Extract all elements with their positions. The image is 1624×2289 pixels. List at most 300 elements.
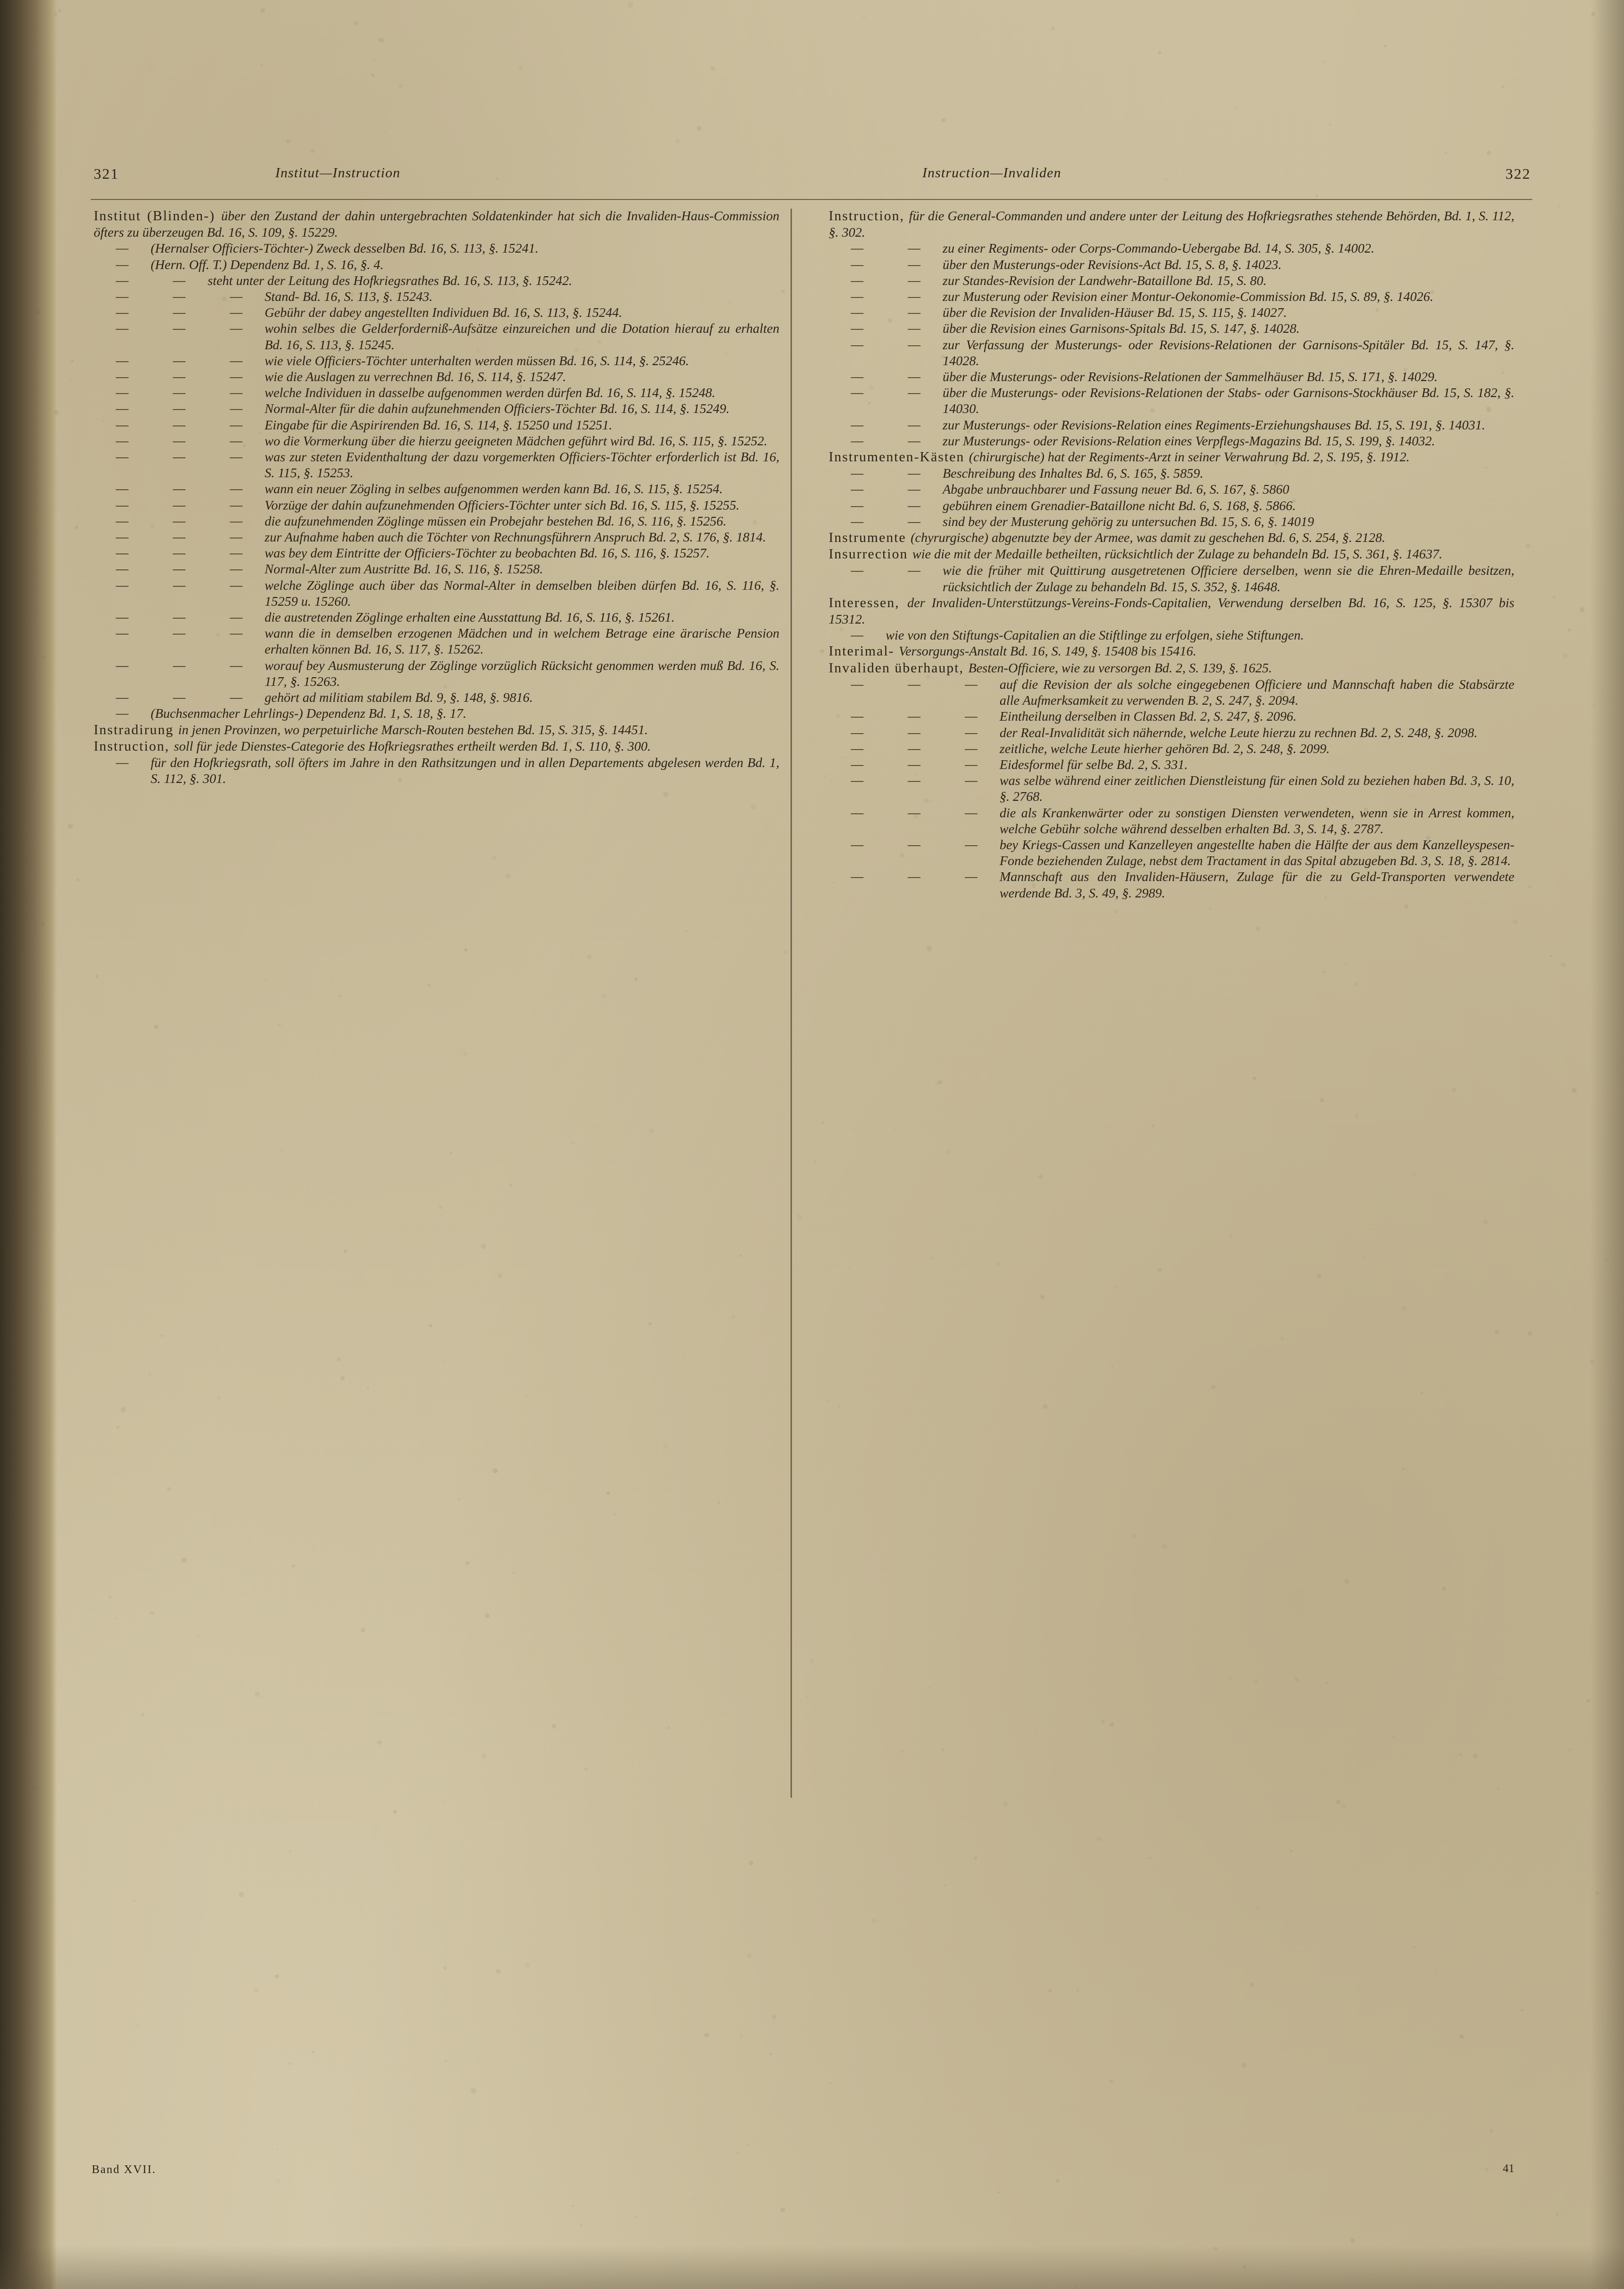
paper-speckle <box>1486 407 1491 412</box>
index-entry <box>94 722 779 738</box>
entry-text <box>265 657 779 689</box>
paper-speckle <box>1132 1534 1137 1539</box>
entry-leader-dashes: — — — <box>116 401 242 416</box>
paper-speckle <box>668 1727 670 1729</box>
entry-leader-dashes: — — — <box>116 385 242 400</box>
index-entry <box>829 288 1514 304</box>
index-entry <box>829 708 1514 724</box>
paper-speckle <box>60 173 62 175</box>
index-entry <box>829 240 1514 256</box>
index-entry <box>829 417 1514 433</box>
paper-speckle <box>855 812 857 815</box>
entry-detail: welche Zöglinge auch über das Normal-Alter in demselben bleiben dürfen Bd. 16, S. 116, §. 15259 u. 15260. <box>265 577 779 609</box>
paper-speckle <box>1410 796 1412 797</box>
paper-speckle <box>1204 532 1207 536</box>
index-entry <box>829 481 1514 497</box>
entry-headword: Instrumente <box>829 530 911 546</box>
paper-speckle <box>182 1558 187 1563</box>
entry-detail: in jenen Provinzen, wo perpetuirliche Marsch-Routen bestehen Bd. 15, S. 315, §. 14451. <box>178 722 648 737</box>
paper-speckle <box>729 2204 731 2206</box>
entry-leader-dashes: — — <box>851 385 920 400</box>
index-entry <box>829 725 1514 740</box>
entry-detail: wohin selbes die Gelderforderniß-Aufsätze einzureichen und die Dotation hierauf zu erhalten Bd. 16, S. 113, §. 15245. <box>265 321 779 352</box>
paper-speckle <box>649 1128 654 1134</box>
entry-leader-dashes: — — — <box>116 417 242 432</box>
index-entry <box>94 272 779 288</box>
page-edge-shadow-bottom <box>0 2246 1624 2289</box>
paper-speckle <box>988 1259 989 1260</box>
paper-speckle <box>310 149 314 153</box>
paper-speckle <box>1158 51 1161 55</box>
index-entry <box>829 595 1514 627</box>
paper-speckle <box>477 349 480 352</box>
paper-speckle <box>484 1843 485 1844</box>
paper-speckle <box>492 856 496 860</box>
paper-speckle <box>1590 1360 1594 1364</box>
paper-speckle <box>680 399 682 402</box>
entry-detail: zur Standes-Revision der Landwehr-Bataillone Bd. 15, S. 80. <box>943 272 1267 288</box>
paper-speckle <box>161 1335 163 1337</box>
paper-speckle <box>1213 2246 1217 2251</box>
paper-speckle <box>914 814 918 819</box>
paper-speckle <box>1604 1258 1609 1263</box>
paper-speckle <box>270 659 273 663</box>
entry-detail: steht unter der Leitung des Hofkriegsrathes Bd. 16, S. 113, §. 15242. <box>208 272 572 288</box>
paper-speckle <box>1557 204 1561 208</box>
paper-speckle <box>337 1357 341 1361</box>
entry-text <box>943 320 1514 336</box>
entry-text <box>1000 868 1514 900</box>
entry-detail: Stand- Bd. 16, S. 113, §. 15243. <box>265 289 433 304</box>
entry-text <box>1000 725 1514 740</box>
paper-speckle <box>1473 1753 1478 1758</box>
paper-speckle <box>685 930 687 932</box>
entry-detail: (Buchsenmacher Lehrlings-) Dependenz Bd. 1, S. 18, §. 17. <box>151 706 466 721</box>
entry-leader-dashes: — — — <box>116 513 242 528</box>
entry-detail: wie von den Stiftungs-Capitalien an die Stiftlinge zu erfolgen, siehe Stiftungen. <box>886 627 1304 643</box>
paper-speckle <box>1062 695 1066 698</box>
paper-speckle <box>683 1356 685 1357</box>
paper-speckle <box>888 318 892 323</box>
folio-left: 321 <box>94 165 119 182</box>
paper-speckle <box>1242 2063 1246 2067</box>
paper-speckle <box>1485 2168 1488 2171</box>
entry-detail: Mannschaft aus den Invaliden-Häusern, Zulage für die zu Geld-Transporten verwendete werdende Bd. 3, S. 49, §. 2989. <box>1000 869 1514 900</box>
entry-text <box>265 400 779 416</box>
paper-speckle <box>1579 927 1580 928</box>
entry-detail: wie die früher mit Quittirung ausgetretenen Officiere derselben, wenn sie die Ehren-Medaille besitzen, rücksichtlich der Zulage zu behandeln Bd. 15, S. 352, §. 14648. <box>943 563 1514 594</box>
paper-speckle <box>772 2015 776 2019</box>
index-entry <box>94 256 779 272</box>
paper-speckle <box>740 1255 742 1257</box>
paper-speckle <box>1324 896 1327 899</box>
paper-speckle <box>216 634 219 637</box>
paper-speckle <box>1360 477 1361 478</box>
entry-text <box>265 577 779 609</box>
entry-detail: sind bey der Musterung gehörig zu untersuchen Bd. 15, S. 6, §. 14019 <box>943 513 1314 529</box>
paper-speckle <box>1056 2179 1059 2183</box>
paper-speckle <box>380 569 381 570</box>
index-entry <box>94 529 779 545</box>
paper-speckle <box>955 605 960 611</box>
entry-text <box>943 240 1514 256</box>
paper-speckle <box>373 58 375 60</box>
entry-leader-dashes: — <box>116 706 128 721</box>
header-rule <box>91 199 1532 200</box>
index-entry <box>94 304 779 320</box>
paper-speckle <box>398 778 402 782</box>
entry-detail: über die Revision eines Garnisons-Spitals Bd. 15, S. 147, §. 14028. <box>943 321 1300 336</box>
paper-speckle <box>1430 290 1434 294</box>
entry-text <box>1000 676 1514 708</box>
index-entry <box>829 498 1514 513</box>
index-entry <box>829 546 1514 562</box>
entry-leader-dashes: — — — <box>116 433 242 448</box>
paper-speckle <box>1296 762 1297 763</box>
entry-leader-dashes: — — — <box>116 353 242 368</box>
paper-speckle <box>362 147 364 149</box>
index-entry <box>829 337 1514 369</box>
paper-speckle <box>930 1256 933 1259</box>
entry-detail: gebühren einem Grenadier-Bataillone nicht Bd. 6, S. 168, §. 5866. <box>943 498 1296 513</box>
entry-text <box>943 513 1514 529</box>
paper-speckle <box>443 12 444 13</box>
entry-detail: zeitliche, welche Leute hierher gehören Bd. 2, S. 248, §. 2099. <box>1000 740 1330 756</box>
paper-speckle <box>697 126 702 131</box>
paper-speckle <box>54 410 59 415</box>
entry-leader-dashes: — — — <box>116 546 242 560</box>
paper-speckle <box>1060 740 1062 742</box>
paper-speckle <box>1169 1889 1170 1890</box>
paper-speckle <box>651 108 652 110</box>
paper-speckle <box>108 1595 111 1598</box>
paper-speckle <box>597 340 601 344</box>
paper-speckle <box>579 588 581 591</box>
paper-speckle <box>1034 1729 1036 1731</box>
paper-speckle <box>666 625 672 630</box>
entry-text <box>265 561 779 577</box>
index-entry <box>829 562 1514 594</box>
paper-speckle <box>571 2205 574 2207</box>
entry-detail: die aufzunehmenden Zöglinge müssen ein Probejahr bestehen Bd. 16, S. 116, §. 15256. <box>265 513 727 528</box>
paper-speckle <box>28 1574 30 1576</box>
paper-speckle <box>292 1564 295 1567</box>
index-entry <box>94 609 779 625</box>
paper-speckle <box>736 2152 739 2154</box>
entry-text <box>829 208 1514 240</box>
paper-speckle <box>1051 27 1055 30</box>
entry-leader-dashes: — — — <box>116 658 242 672</box>
index-entry <box>94 689 779 705</box>
entry-leader-dashes: — — — <box>116 482 242 496</box>
paper-speckle <box>1253 1077 1256 1080</box>
paper-speckle <box>1413 387 1417 391</box>
paper-speckle <box>1032 883 1036 887</box>
paper-speckle <box>399 84 403 87</box>
paper-speckle <box>1150 408 1155 412</box>
paper-speckle <box>1003 1801 1008 1806</box>
entry-headword: Instrumenten-Kästen <box>829 449 969 465</box>
index-entry <box>829 449 1514 465</box>
paper-speckle <box>1550 942 1551 943</box>
entry-text <box>265 609 779 625</box>
entry-detail: für die General-Commanden und andere unter der Leitung des Hofkriegsrathes stehende Behörden, Bd. 1, S. 112, §. 302. <box>829 208 1514 240</box>
index-entry <box>829 369 1514 384</box>
paper-speckle <box>260 63 263 67</box>
paper-speckle <box>1344 963 1347 966</box>
entry-text <box>1000 837 1514 868</box>
paper-speckle <box>1326 1681 1329 1685</box>
paper-speckle <box>1254 736 1256 738</box>
index-entry <box>94 577 779 609</box>
entry-leader-dashes: — — — <box>116 578 242 592</box>
paper-speckle <box>900 853 904 857</box>
paper-speckle <box>286 139 290 143</box>
paper-speckle <box>68 824 73 829</box>
entry-text <box>829 546 1514 562</box>
paper-speckle <box>1426 836 1430 840</box>
paper-speckle <box>914 774 917 776</box>
index-entry <box>829 772 1514 804</box>
entry-text <box>151 705 779 721</box>
paper-speckle <box>1344 1579 1349 1584</box>
entry-detail: wie die Auslagen zu verrechnen Bd. 16, S. 114, §. 15247. <box>265 369 566 384</box>
index-entry <box>94 561 779 577</box>
entry-detail: Normal-Alter für die dahin aufzunehmenden Officiers-Töchter Bd. 16, S. 114, §. 15249. <box>265 401 730 416</box>
entry-text <box>265 497 779 513</box>
paper-speckle <box>1411 1172 1416 1177</box>
entry-detail: (Hern. Off. T.) Dependenz Bd. 1, S. 16, §. 4. <box>151 256 384 272</box>
paper-speckle <box>1274 461 1279 466</box>
paper-speckle <box>339 995 341 997</box>
entry-headword: Interimal- <box>829 643 899 659</box>
paper-speckle <box>71 360 73 362</box>
paper-speckle <box>718 1501 720 1504</box>
running-head-right: Instruction—Invaliden <box>922 165 1061 181</box>
entry-text <box>94 722 779 738</box>
volume-signature: Band XVII. <box>92 2163 156 2176</box>
paper-speckle <box>151 524 155 527</box>
paper-speckle <box>280 1148 284 1152</box>
index-entry <box>829 433 1514 449</box>
entry-leader-dashes: — — <box>851 273 920 287</box>
index-entry <box>94 433 779 449</box>
entry-text <box>265 304 779 320</box>
paper-speckle <box>1162 1544 1167 1549</box>
paper-speckle <box>132 1900 136 1903</box>
paper-speckle <box>1521 2009 1524 2012</box>
entry-headword: Instradirung <box>94 722 178 738</box>
entry-detail: Beschreibung des Inhaltes Bd. 6, S. 165, §. 5859. <box>943 466 1203 481</box>
entry-text <box>265 369 779 384</box>
paper-speckle <box>13 290 15 293</box>
entry-detail: über die Musterungs- oder Revisions-Relationen der Stabs- oder Garnisons-Stockhäuser Bd. 15, S. 182, §. 14030. <box>943 385 1514 416</box>
entry-detail: Eingabe für die Aspirirenden Bd. 16, S. 114, §. 15250 und 15251. <box>265 417 612 432</box>
entry-leader-dashes: — — — <box>851 757 977 771</box>
paper-speckle <box>602 994 606 998</box>
entry-text <box>943 417 1514 433</box>
paper-speckle <box>278 1024 281 1026</box>
entry-leader-dashes: — — — <box>116 690 242 705</box>
paper-speckle <box>1314 827 1315 828</box>
entry-leader-dashes: — — — <box>851 869 977 884</box>
entry-leader-dashes: — — — <box>116 305 242 320</box>
paper-speckle <box>607 1492 609 1494</box>
paper-speckle <box>735 122 736 123</box>
entry-leader-dashes: — — <box>851 417 920 432</box>
paper-speckle <box>29 616 31 617</box>
index-entry <box>829 837 1514 868</box>
index-entry <box>829 304 1514 320</box>
entry-leader-dashes: — — — <box>116 450 242 464</box>
entry-headword: Instruction, <box>829 208 909 224</box>
entry-text <box>943 369 1514 384</box>
entry-leader-dashes: — — — <box>851 725 977 739</box>
index-entry <box>829 740 1514 756</box>
paper-speckle <box>814 1161 816 1162</box>
paper-speckle <box>967 430 970 434</box>
paper-speckle <box>613 1513 616 1516</box>
entry-leader-dashes: — — — <box>116 562 242 576</box>
paper-speckle <box>519 66 523 70</box>
entry-detail: soll für jede Dienstes-Categorie des Hofkriegsrathes ertheilt werden Bd. 1, S. 110, §. 300. <box>174 738 651 754</box>
index-entry <box>94 400 779 416</box>
paper-speckle <box>1114 909 1118 913</box>
paper-speckle <box>1336 1800 1340 1804</box>
entry-detail: zu einer Regiments- oder Corps-Commando-Uebergabe Bd. 14, S. 305, §. 14002. <box>943 241 1375 256</box>
paper-speckle <box>116 1426 119 1429</box>
entry-leader-dashes: — — — <box>116 530 242 544</box>
running-head-left: Institut—Instruction <box>275 165 401 181</box>
paper-speckle <box>1234 107 1237 110</box>
paper-speckle <box>1172 673 1173 675</box>
paper-speckle <box>1324 61 1326 63</box>
paper-speckle <box>1392 1736 1395 1739</box>
paper-speckle <box>871 1919 876 1923</box>
index-entry <box>94 369 779 384</box>
paper-speckle <box>820 649 824 653</box>
entry-headword: Institut (Blinden-) <box>94 208 222 224</box>
entry-leader-dashes: — — — <box>851 709 977 724</box>
paper-speckle <box>75 526 78 529</box>
entry-text <box>265 433 779 449</box>
paper-speckle <box>277 2149 278 2150</box>
paper-speckle <box>1229 1677 1232 1680</box>
paper-speckle <box>854 1129 856 1131</box>
paper-speckle <box>28 122 32 127</box>
paper-speckle <box>137 2025 139 2027</box>
paper-speckle <box>573 1328 574 1329</box>
paper-speckle <box>1591 12 1595 16</box>
entry-detail: gehört ad militiam stabilem Bd. 9, §. 148, §. 9816. <box>265 690 533 705</box>
paper-speckle <box>980 914 982 916</box>
paper-speckle <box>311 449 315 453</box>
paper-speckle <box>509 1183 513 1187</box>
paper-speckle <box>354 21 358 25</box>
paper-speckle <box>1568 628 1571 632</box>
paper-speckle <box>1149 1857 1151 1859</box>
entry-headword: Instruction, <box>94 738 174 754</box>
entry-text <box>1000 708 1514 724</box>
paper-speckle <box>525 1963 530 1968</box>
entry-detail: über die Musterungs- oder Revisions-Relationen der Sammelhäuser Bd. 15, S. 171, §. 14029. <box>943 369 1438 384</box>
entry-leader-dashes: — — <box>851 514 920 528</box>
entry-detail: die austretenden Zöglinge erhalten eine Ausstattung Bd. 16, S. 116, §. 15261. <box>265 610 675 625</box>
entry-detail: Versorgungs-Anstalt Bd. 16, S. 149, §. 15408 bis 15416. <box>899 643 1197 659</box>
paper-speckle <box>813 99 814 100</box>
entry-text <box>94 208 779 240</box>
paper-speckle <box>997 2191 1000 2194</box>
paper-speckle <box>1182 951 1183 952</box>
entry-leader-dashes: — — — <box>851 837 977 852</box>
paper-speckle <box>1158 1268 1161 1272</box>
paper-speckle <box>188 714 191 718</box>
paper-speckle <box>174 765 179 769</box>
paper-speckle <box>1165 177 1168 181</box>
index-entry <box>94 754 779 786</box>
entry-detail: worauf bey Ausmusterung der Zöglinge vorzüglich Rücksicht genommen werden muß Bd. 16, S. 117, §. 15263. <box>265 657 779 689</box>
paper-speckle <box>464 948 467 952</box>
paper-speckle <box>1048 1990 1051 1992</box>
entry-detail: wie die mit der Medaille betheilten, rücksichtlich der Zulage zu behandeln Bd. 15, S. 361, §. 14637. <box>912 546 1442 562</box>
index-column-left <box>94 208 779 786</box>
paper-speckle <box>457 1498 460 1501</box>
paper-speckle <box>1279 690 1285 696</box>
entry-detail: über die Revision der Invaliden-Häuser Bd. 15, S. 115, §. 14027. <box>943 305 1287 320</box>
paper-speckle <box>1483 1220 1488 1224</box>
paper-speckle <box>1471 594 1475 597</box>
paper-speckle <box>1351 345 1355 349</box>
paper-speckle <box>95 975 99 978</box>
paper-speckle <box>901 1749 904 1753</box>
index-entry <box>829 256 1514 272</box>
paper-speckle <box>551 1724 556 1729</box>
paper-speckle <box>121 1407 126 1412</box>
index-entry <box>94 353 779 369</box>
paper-speckle <box>1144 2023 1145 2024</box>
paper-speckle <box>1354 715 1356 717</box>
entry-detail: wann ein neuer Zögling in selbes aufgenommen werden kann Bd. 16, S. 115, §. 15254. <box>265 481 723 497</box>
page-edge-shadow-right <box>1590 0 1624 2289</box>
paper-speckle <box>1047 547 1048 548</box>
paper-speckle <box>642 83 644 85</box>
index-entry <box>94 288 779 304</box>
index-entry <box>829 756 1514 772</box>
entry-text <box>943 288 1514 304</box>
paper-speckle <box>926 674 930 679</box>
paper-speckle <box>1593 705 1595 707</box>
paper-speckle <box>445 2061 446 2062</box>
paper-speckle <box>88 1609 90 1611</box>
paper-speckle <box>946 1150 951 1155</box>
entry-text <box>265 625 779 657</box>
entry-detail: über den Zustand der dahin untergebrachten Soldatenkinder hat sich die Invaliden-Haus-Commission öfters zu überzeugen Bd. 16, S. 109, §. 15229. <box>94 208 779 240</box>
paper-speckle <box>1254 1680 1258 1685</box>
entry-text <box>265 529 779 545</box>
paper-speckle <box>276 2179 281 2183</box>
paper-speckle <box>13 1636 17 1641</box>
paper-speckle <box>1561 962 1566 967</box>
entry-text <box>94 738 779 754</box>
entry-leader-dashes: — — — <box>116 289 242 304</box>
entry-text <box>943 384 1514 416</box>
entry-text <box>829 449 1514 465</box>
book-binding-edge <box>0 0 57 2289</box>
index-entry <box>94 240 779 256</box>
paper-speckle <box>1401 1306 1406 1311</box>
paper-speckle <box>1442 1587 1446 1591</box>
entry-text <box>151 754 779 786</box>
